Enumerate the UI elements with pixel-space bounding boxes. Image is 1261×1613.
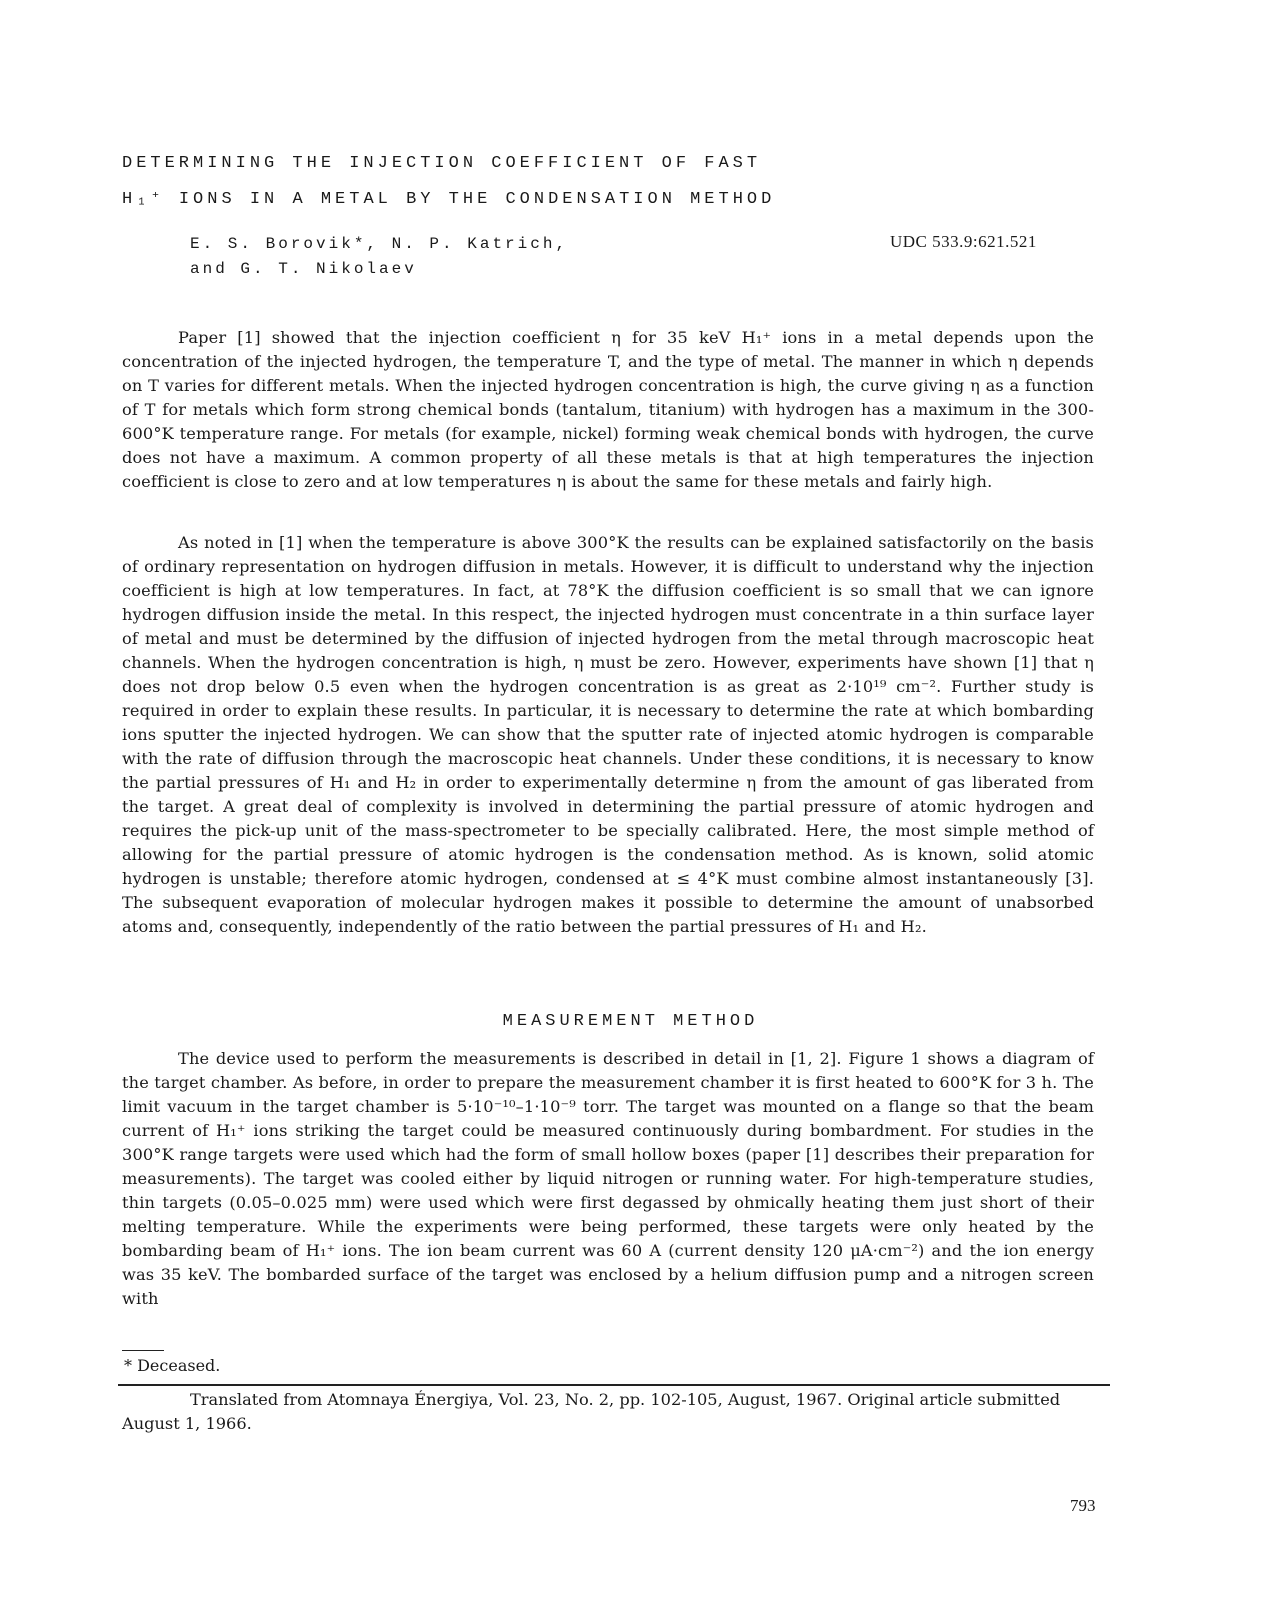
authors-line-2: and G. T. Nikolaev bbox=[190, 260, 417, 278]
translation-divider bbox=[118, 1384, 1110, 1386]
footnote-divider bbox=[122, 1350, 164, 1351]
author-list bbox=[190, 232, 568, 282]
section-heading: MEASUREMENT METHOD bbox=[502, 1012, 759, 1031]
paragraph-text: As noted in [1] when the temperature is above 300°K the results can be explained satisfactorily on the basis of ordinary representation on hydrogen diffusion in metals. However, it is difficult to understand why the injection coefficient is high at low temperatures. In fact, at 78°K the diffusion coefficient is so small that we can ignore hydrogen diffusion inside the metal. In this respect, the injected hydrogen must concentrate in a thin surface layer of metal and must be determined by the diffusion of injected hydrogen from the metal through macroscopic heat channels. When the hydrogen concentration is high, η must be zero. However, experiments have shown [1] that η does not drop below 0.5 even when the hydrogen concentration is as great as 2·10¹⁹ cm⁻². Further study is required in order to explain these results. In particular, it is necessary to determine the rate at which bombarding ions sputter the injected hydrogen. We can show that the sputter rate of injected atomic hydrogen is comparable with the rate of diffusion through the macroscopic heat channels. Under these conditions, it is necessary to know the partial pressures of H₁ and H₂ in order to experimentally determine η from the amount of gas liberated from the target. A great deal of complexity is involved in determining the partial pressure of atomic hydrogen and requires the pick-up unit of the mass-spectrometer to be specially calibrated. Here, the most simple method of allowing for the partial pressure of atomic hydrogen is the condensation method. As is known, solid atomic hydrogen is unstable; therefore atomic hydrogen, condensed at ≤ 4°K must combine almost instantaneously [3]. The subsequent evaporation of molecular hydrogen makes it possible to determine the amount of unabsorbed atoms and, consequently, independently of the ratio between the partial pressures of H₁ and H₂. bbox=[122, 533, 1094, 936]
paragraph-text: The device used to perform the measurements is described in detail in [1, 2]. Figure 1 shows a diagram of the target chamber. As before, in order to prepare the measurement chamber it is first heated to 600°K for 3 h. The limit vacuum in the target chamber is 5·10⁻¹⁰–1·10⁻⁹ torr. The target was mounted on a flange so that the beam current of H₁⁺ ions striking the target could be measured continuously during bombardment. For studies in the 300°K range targets were used which had the form of small hollow boxes (paper [1] describes their preparation for measurements). The target was cooled either by liquid nitrogen or running water. For high-temperature studies, thin targets (0.05–0.025 mm) were used which were first degassed by ohmically heating them just short of their melting temperature. While the experiments were being performed, these targets were only heated by the bombarding beam of H₁⁺ ions. The ion beam current was 60 A (current density 120 μA·cm⁻²) and the ion energy was 35 keV. The bombarded surface of the target was enclosed by a helium diffusion pump and a nitrogen screen with bbox=[122, 1049, 1094, 1308]
intro-paragraph-1 bbox=[122, 326, 1094, 494]
intro-paragraph-2 bbox=[122, 531, 1094, 939]
paragraph-text: Paper [1] showed that the injection coefficient η for 35 keV H₁⁺ ions in a metal depends upon the concentration of the injected hydrogen, the temperature T, and the type of metal. The manner in which η depends on T varies for different metals. When the injected hydrogen concentration is high, the curve giving η as a function of T for metals which form strong chemical bonds (tantalum, titanium) with hydrogen has a maximum in the 300-600°K temperature range. For metals (for example, nickel) forming weak chemical bonds with hydrogen, the curve does not have a maximum. A common property of all these metals is that at high temperatures the injection coefficient is close to zero and at low temperatures η is about the same for these metals and fairly high. bbox=[122, 328, 1094, 491]
translation-note bbox=[122, 1388, 1082, 1436]
page-number: 793 bbox=[1070, 1496, 1096, 1515]
footnote: * Deceased. bbox=[124, 1356, 221, 1375]
udc-code: UDC 533.9:621.521 bbox=[890, 232, 1037, 251]
method-paragraph-1 bbox=[122, 1047, 1094, 1311]
translation-text: Translated from Atomnaya Énergiya, Vol. 23, No. 2, pp. 102-105, August, 1967. Original article submitted August 1, 1966. bbox=[122, 1390, 1061, 1433]
authors-line-1: E. S. Borovik*, N. P. Katrich, bbox=[190, 235, 569, 253]
article-title bbox=[122, 146, 882, 218]
title-line-2: H₁⁺ IONS IN A METAL BY THE CONDENSATION METHOD bbox=[122, 190, 776, 209]
title-line-1: DETERMINING THE INJECTION COEFFICIENT OF FAST bbox=[122, 154, 762, 173]
